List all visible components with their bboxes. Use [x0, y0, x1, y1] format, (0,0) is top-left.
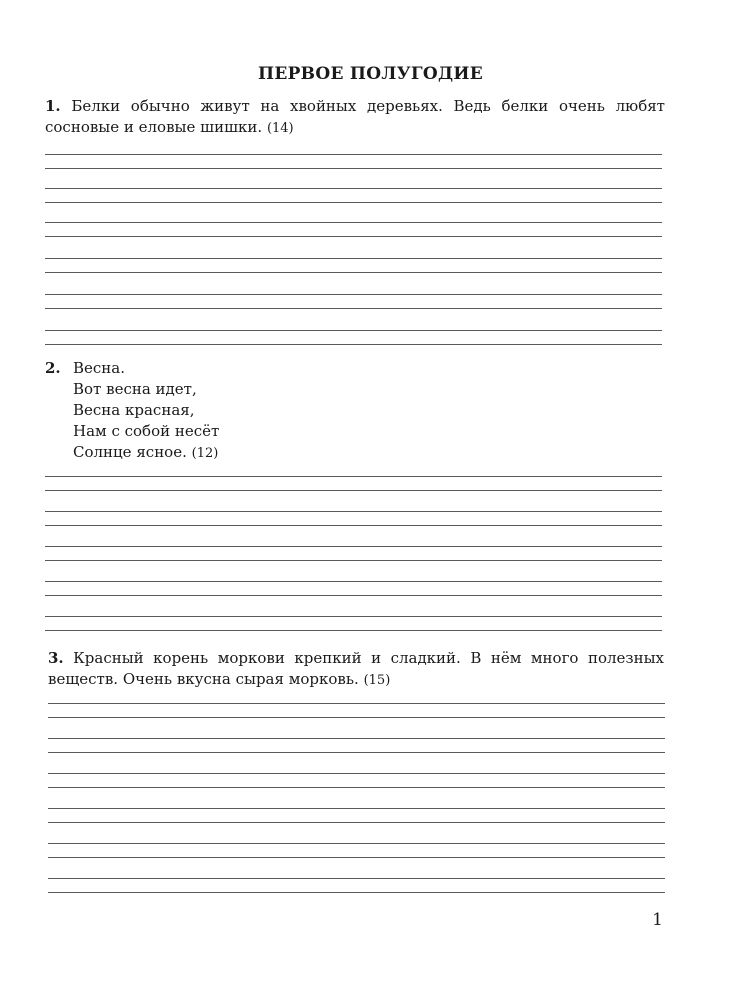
writing-line: [48, 892, 665, 893]
poem-line: [45, 358, 219, 379]
writing-line: [45, 308, 662, 309]
writing-line: [45, 202, 662, 203]
exercise-3-number: 3.: [48, 649, 64, 667]
poem-line: [73, 442, 219, 464]
writing-line: [45, 511, 662, 512]
poem-line: Вот весна идет,: [73, 380, 197, 398]
writing-line: [45, 476, 662, 477]
writing-line: [48, 738, 665, 739]
writing-line: [48, 857, 665, 858]
exercise-2-poem: [45, 358, 219, 464]
writing-line: [48, 843, 665, 844]
exercise-2-count: (12): [191, 446, 219, 461]
exercise-2-number: 2.: [45, 359, 61, 377]
exercise-3: [48, 648, 664, 691]
writing-line: [45, 344, 662, 345]
writing-lines-2[interactable]: [45, 476, 662, 636]
exercise-1-count: (14): [266, 121, 294, 136]
writing-line: [48, 752, 665, 753]
writing-line: [45, 490, 662, 491]
writing-line: [45, 595, 662, 596]
exercise-1-text: Белки обычно живут на хвойных деревьях. Ведь белки очень любят сосновые и еловые шишки.: [45, 97, 665, 136]
exercise-3-text: Красный корень моркови крепкий и сладкий. В нём много полезных веществ. Очень вкусна сырая морковь.: [48, 649, 664, 688]
writing-line: [45, 546, 662, 547]
exercise-1-number: 1.: [45, 97, 61, 115]
writing-line: [45, 330, 662, 331]
exercise-3-count: (15): [363, 673, 391, 688]
writing-line: [45, 630, 662, 631]
writing-line: [48, 717, 665, 718]
writing-line: [48, 787, 665, 788]
writing-line: [45, 168, 662, 169]
writing-line: [45, 222, 662, 223]
poem-line: Нам с собой несёт: [73, 422, 220, 440]
writing-lines-3[interactable]: [48, 703, 665, 893]
writing-line: [48, 773, 665, 774]
writing-line: [45, 272, 662, 273]
writing-line: [45, 581, 662, 582]
writing-line: [45, 294, 662, 295]
writing-line: [48, 808, 665, 809]
writing-lines-1[interactable]: [45, 154, 662, 344]
writing-line: [48, 703, 665, 704]
writing-line: [45, 258, 662, 259]
writing-line: [45, 154, 662, 155]
writing-line: [48, 878, 665, 879]
writing-line: [48, 822, 665, 823]
writing-line: [45, 525, 662, 526]
page-number: 1: [652, 910, 663, 930]
page-title: ПЕРВОЕ ПОЛУГОДИЕ: [257, 64, 484, 84]
exercise-1: [45, 96, 665, 139]
poem-line: Весна красная,: [73, 401, 195, 419]
writing-line: [45, 188, 662, 189]
poem-title: Весна.: [73, 359, 126, 377]
writing-line: [45, 236, 662, 237]
writing-line: [45, 616, 662, 617]
poem-last-line: Солнце ясное.: [73, 443, 187, 461]
writing-line: [45, 560, 662, 561]
